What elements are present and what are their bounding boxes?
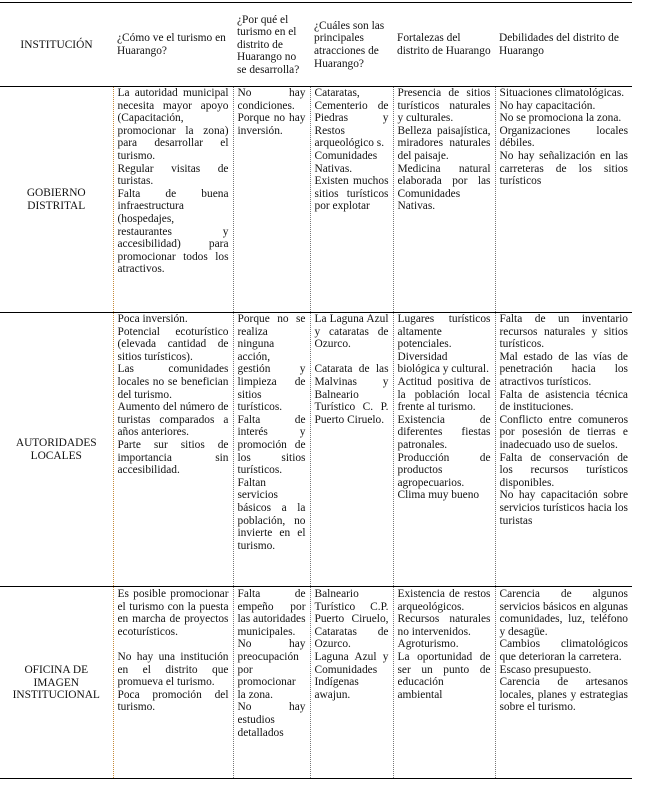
cell-line: No hay estudios detallados (237, 701, 306, 739)
cell-line: Existen muchos sitios turísticos por explotar (314, 175, 389, 213)
cell-line: No hay señalización en las carreteras de los sitios turísticos (499, 149, 628, 188)
cell-line: La autoridad municipal necesita mayor apoyo (Capacitación, promocionar la zona) para desarrollar el turismo. (117, 87, 229, 162)
cell-line: No hay condiciones. (237, 87, 306, 112)
cell-line: Las comunidades locales no se benefician del turismo. (117, 363, 229, 401)
por-que-cell (233, 587, 310, 779)
cell-line: No hay una institución en el distrito que promueva el turismo. (117, 650, 229, 689)
cell-line: La Laguna Azul y cataratas de Ozurco. (314, 313, 389, 351)
fortalezas-cell (393, 313, 495, 587)
cell-line: Poca promoción del turismo. (117, 688, 229, 714)
cell-line: Organizaciones locales débiles. (499, 124, 628, 150)
header-por-que: ¿Por qué el turismo en el distrito de Huarango no se desarrolla? (233, 4, 310, 87)
atracciones-cell (310, 87, 393, 313)
cell-line: Existencia de diferentes fiestas patronales. (397, 413, 491, 451)
cell-line: Lugares turísticos altamente potenciales. (397, 313, 491, 351)
cell-line: No hay preocupación por promocionar la zona. (237, 638, 306, 701)
cell-line: Diversidad biológica y cultural. (397, 350, 489, 376)
cell-line: Comunidades Nativas. (314, 149, 378, 175)
header-como-ve: ¿Cómo ve el turismo en Huarango? (113, 4, 233, 87)
cell-line: Cataratas, Cementerio de Piedras y Restos arqueológico s. (314, 87, 389, 150)
cell-spacer (315, 351, 389, 364)
top-rule (0, 2, 632, 3)
cell-line: Carencia de algunos servicios básicos en algunas comunidades, luz, teléfono y desagüe. (499, 588, 628, 638)
institution-cell: AUTORIDADES LOCALES (0, 313, 113, 587)
cell-line: Falta de un inventario recursos naturales y sitios turísticos. (499, 313, 628, 351)
atracciones-cell (310, 313, 393, 587)
table-row (0, 87, 632, 313)
cell-line: No hay capacitación. (499, 99, 596, 112)
tourism-survey-table (0, 4, 632, 779)
cell-line: Producción de productos agropecuarios. (397, 451, 491, 489)
por-que-cell (233, 313, 310, 587)
header-institucion: INSTITUCIÓN (0, 4, 113, 87)
cell-line: Carencia de artesanos locales, planes y estrategias sobre el turismo. (499, 676, 628, 714)
fortalezas-cell (393, 587, 495, 779)
como-ve-cell (113, 87, 233, 313)
cell-line: Mal estado de las vías de penetración hacia los atractivos turísticos. (499, 350, 628, 388)
debilidades-cell (495, 587, 632, 779)
cell-line: No hay capacitación sobre servicios turísticos hacia los turistas (499, 489, 628, 527)
cell-line: Falta de buena infraestructura (hospedajes, restaurantes y accesibilidad) para promocionar todos los atractivos. (117, 187, 229, 276)
table-row (0, 587, 632, 779)
institution-cell: OFICINA DE IMAGEN INSTITUCIONAL (0, 587, 113, 779)
cell-line: Medicina natural elaborada por las Comunidades Nativas. (397, 162, 491, 213)
cell-line: Actitud positiva de la población local frente al turismo. (397, 375, 491, 414)
como-ve-cell (113, 313, 233, 587)
cell-line: Aumento del número de turistas comparados a años anteriores. (117, 401, 229, 439)
cell-line: Catarata de las Malvinas y Balneario Turístico C. P. Puerto Ciruelo. (314, 363, 389, 426)
debilidades-cell (495, 313, 632, 587)
cell-line: Poca inversión. (117, 313, 188, 325)
cell-line: Escaso presupuesto. (499, 663, 592, 676)
cell-line: La oportunidad de ser un punto de educación ambiental (397, 650, 491, 701)
cell-spacer (118, 638, 229, 651)
cell-line: Porque no se realiza ninguna acción, gestión y limpieza de sitios turísticos. (237, 313, 306, 414)
cell-line: Balneario Turístico C.P. Puerto Ciruelo, Cataratas de Ozurco. (314, 588, 389, 651)
cell-line: Parte sur sitios de importancia sin accesibilidad. (117, 438, 229, 477)
table-header-row (0, 4, 632, 87)
cell-line: No se promociona la zona. (499, 112, 622, 125)
cell-line: Cambios climatológicos que deterioran la carretera. (499, 638, 628, 663)
cell-line: Potencial ecoturístico (elevada cantidad de sitios turísticos). (117, 325, 229, 363)
header-atracciones: ¿Cuáles son las principales atracciones de Huarango? (310, 4, 393, 87)
cell-line: Situaciones climatológicas. (499, 87, 625, 99)
por-que-cell (233, 87, 310, 313)
cell-line: Porque no hay inversión. (237, 112, 306, 137)
cell-line: Presencia de sitios turísticos naturales y culturales. (397, 87, 491, 125)
cell-line: Agroturismo. (397, 638, 459, 651)
cell-line: Falta de conservación de los recursos turísticos disponibles. (499, 451, 628, 489)
cell-line: Conflicto entre comuneros por posesión de tierras e inadecuado uso de suelos. (499, 413, 628, 451)
table-row (0, 313, 632, 587)
fortalezas-cell (393, 87, 495, 313)
header-fortalezas: Fortalezas del distrito de Huarango (393, 4, 495, 87)
cell-line: Falta de asistencia técnica de instituciones. (499, 388, 628, 414)
header-debilidades: Debilidades del distrito de Huarango (495, 4, 632, 87)
cell-line: Clima muy bueno (397, 489, 480, 502)
cell-line: Falta de interés y promoción de los sitios turísticos. (237, 413, 306, 477)
institution-cell: GOBIERNO DISTRITAL (0, 87, 113, 313)
cell-line: Belleza paisajística, miradores naturales del paisaje. (397, 124, 491, 162)
cell-line: Faltan servicios básicos a la población, no invierte en el turismo. (237, 476, 306, 552)
cell-line: Falta de empeño por las autoridades municipales. (237, 588, 306, 638)
cell-line: Existencia de restos arqueológicos. (397, 588, 491, 613)
cell-line: Regular visitas de turistas. (117, 162, 229, 188)
como-ve-cell (113, 587, 233, 779)
cell-line: Es posible promocionar el turismo con la puesta en marcha de proyectos ecoturísticos. (117, 588, 229, 638)
atracciones-cell (310, 587, 393, 779)
cell-line: Recursos naturales no intervenidos. (397, 613, 491, 638)
debilidades-cell (495, 87, 632, 313)
cell-line: Laguna Azul y Comunidades Indígenas awajun. (314, 650, 389, 701)
